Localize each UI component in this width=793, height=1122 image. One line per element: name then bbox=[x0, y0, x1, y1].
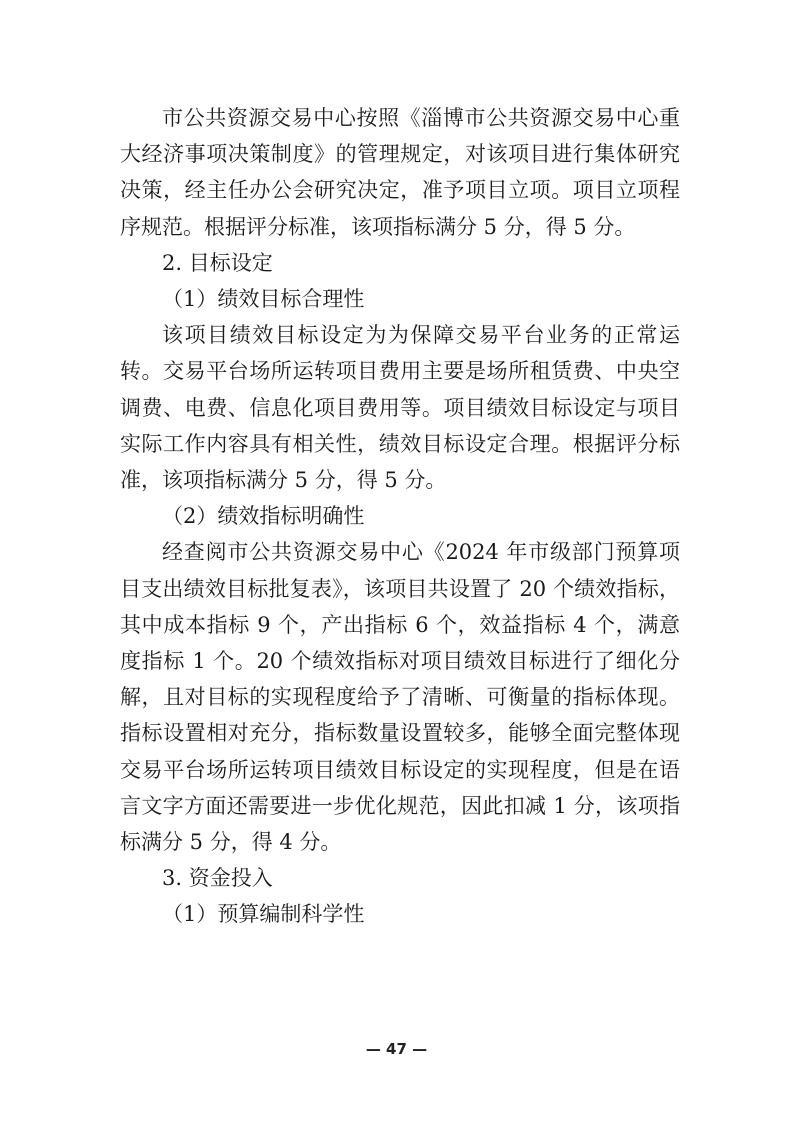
page-number: — 47 — bbox=[365, 1040, 428, 1058]
subsection-heading-indicator-clarity: （2）绩效指标明确性 bbox=[162, 504, 365, 529]
document-body bbox=[120, 100, 680, 933]
paragraph-project-approval: 市公共资源交易中心按照《淄博市公共资源交易中心重大经济事项决策制度》的管理规定，对该项目进行集体研究决策，经主任办公会研究决定，准予项目立项。项目立项程序规范。根据评分标准，该项指标满分 5 分，得 5 分。 bbox=[120, 106, 680, 239]
section-heading-goal-setting: 2. 目标设定 bbox=[162, 250, 273, 275]
subsection-heading-goal-rationality: （1）绩效目标合理性 bbox=[162, 287, 365, 312]
subsection-heading-budget-science: （1）预算编制科学性 bbox=[162, 902, 365, 927]
paragraph-indicator-clarity: 经查阅市公共资源交易中心《2024 年市级部门预算项目支出绩效目标批复表》，该项目共设置了 20 个绩效指标，其中成本指标 9 个，产出指标 6 个，效益指标 4 个，满意度指标 1 个。20 个绩效指标对项目绩效目标进行了细化分解，且对目标的实现程度给予了清晰、可衡量的指标体现。指标设置相对充分，指标数量设置较多，能够全面完整体现交易平台场所运转项目绩效目标设定的实现程度，但是在语言文字方面还需要进一步优化规范，因此扣减 1 分，该项指标满分 5 分，得 4 分。 bbox=[120, 540, 680, 855]
paragraph-goal-rationality: 该项目绩效目标设定为为保障交易平台业务的正常运转。交易平台场所运转项目费用主要是场所租赁费、中央空调费、电费、信息化项目费用等。项目绩效目标设定与项目实际工作内容具有相关性，绩效目标设定合理。根据评分标准，该项指标满分 5 分，得 5 分。 bbox=[120, 323, 680, 493]
section-heading-fund-input: 3. 资金投入 bbox=[162, 866, 273, 891]
